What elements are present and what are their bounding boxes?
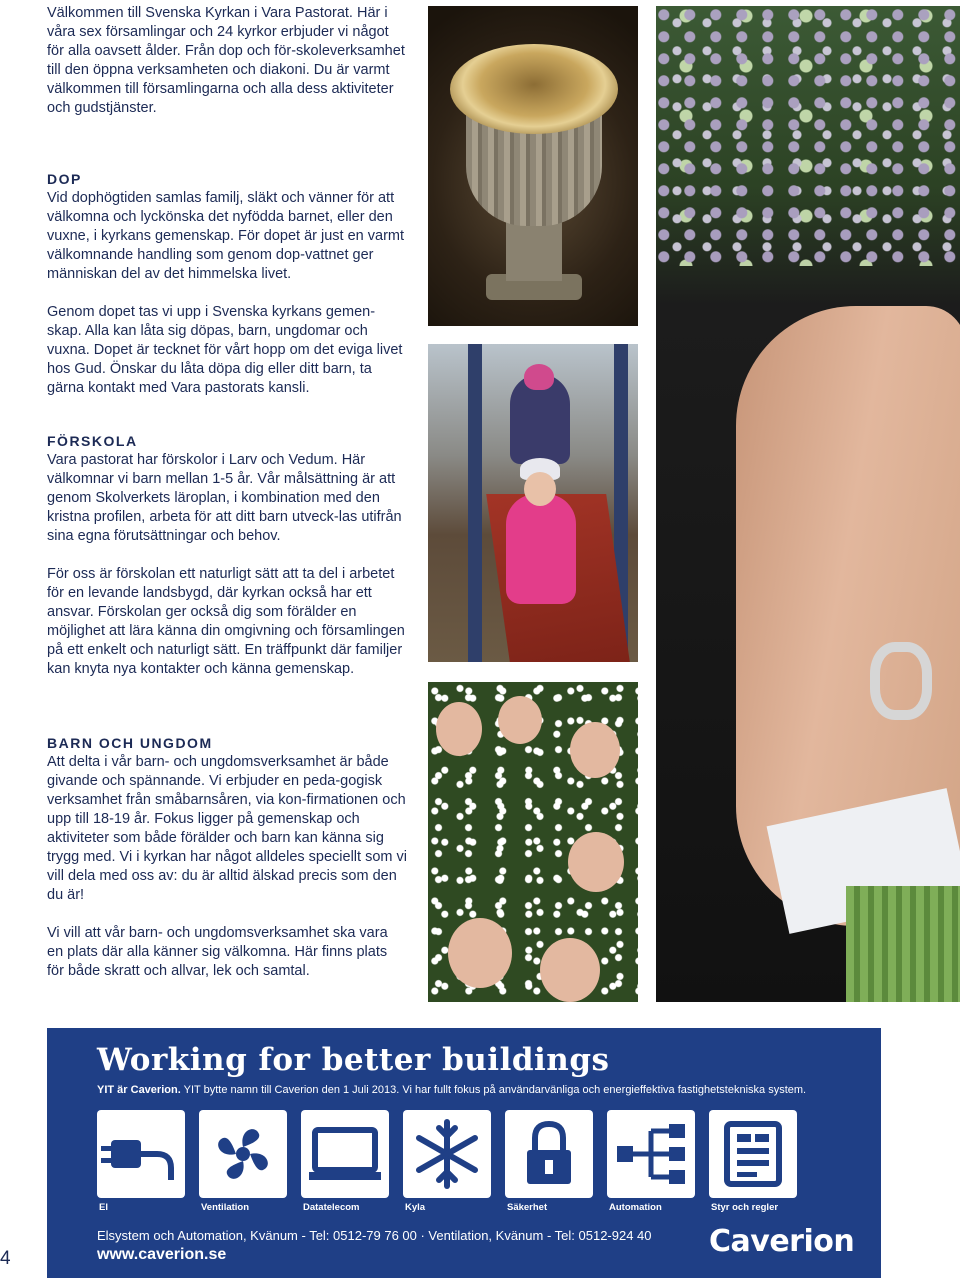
page-number: 4 <box>0 1248 11 1269</box>
section-dop <box>47 170 407 398</box>
plug-icon <box>97 1110 185 1213</box>
paragraph: Vid dophögtiden samlas familj, släkt och vänner för att välkomna och lyckönska det nyfödda barnet, eller den vuxne, i kyrkans gemenskap. För dopet är just en varmt välkomnande handling som genom dop-vattnet ger människan del av det himmelska livet. <box>47 190 405 282</box>
tile-label: Styr och regler <box>711 1202 779 1213</box>
ad-description-bold: YIT är Caverion. <box>97 1084 181 1096</box>
font-stem <box>506 221 562 281</box>
children-in-flowers-photo <box>428 682 638 1002</box>
section-barn-och-ungdom <box>47 734 407 981</box>
paragraph: Genom dopet tas vi upp i Svenska kyrkans gemen-skap. Alla kan låta sig döpas, barn, ungdomar och vuxna. Dopet är tecknet för vårt hopp om det eviga livet hos Gud. Önskar du låta döpa dig eller ditt barn, ta gärna kontakt med Vara pastorats kansli. <box>47 304 403 396</box>
intro-text-block <box>47 4 407 118</box>
caverion-advertisement <box>47 1028 881 1278</box>
hand-with-ring-and-bouquet-photo <box>656 6 960 1002</box>
child-figure <box>510 374 570 464</box>
service-tiles <box>97 1110 857 1218</box>
monitor-icon <box>301 1110 389 1213</box>
paragraph: Vara pastorat har förskolor i Larv och Vedum. Här välkomnar vi barn mellan 1-5 år. Vår målsättning är att genom Skolverkets läroplan, i kombination med den kristna profilen, arbeta för att ditt barn utveck-las utifrån sina egna förutsättningar och behov. <box>47 452 402 544</box>
paragraph: För oss är förskolan ett naturligt sätt att ta del i arbetet för en levande landsbygd, där kyrkan också har ett ansvar. Förskolan ger också dig som förälder en möjlighet att lära känna din omgivning och församlingen på ett enkelt och naturligt sätt. En träffpunkt där familjer kan knyta nya kontakter och känna gemenskap. <box>47 566 405 677</box>
snowflake-icon <box>403 1110 491 1213</box>
child-face <box>568 832 624 892</box>
slide-pole <box>468 344 482 662</box>
ad-description <box>97 1084 857 1096</box>
tile-label: Ventilation <box>201 1202 250 1213</box>
network-icon <box>607 1110 695 1213</box>
bouquet-flowers <box>656 6 960 266</box>
intro-paragraph: Välkommen till Svenska Kyrkan i Vara Pastorat. Här i våra sex församlingar och 24 kyrkor erbjuder vi något för alla oavsett ålder. Från dop och för-skoleverksamhet till den öppna verksamheten och diakoni. Du är varmt välkommen till församlingarna och alla dess aktiviteter och gudstjänster. <box>47 5 405 116</box>
control-panel-icon <box>709 1110 797 1213</box>
font-rim <box>450 44 618 134</box>
section-heading-forskola: FÖRSKOLA <box>47 433 138 449</box>
ad-website-link[interactable]: www.caverion.se <box>97 1246 227 1263</box>
section-forskola <box>47 432 407 679</box>
child-face <box>436 702 482 756</box>
ad-contact-info: Elsystem och Automation, Kvänum - Tel: 0512-79 76 00 · Ventilation, Kvänum - Tel: 0512-924 40 <box>97 1228 652 1243</box>
child-figure <box>506 494 576 604</box>
child-face <box>570 722 620 778</box>
child-face <box>524 472 556 506</box>
tile-label: Kyla <box>405 1202 426 1213</box>
tile-label: Automation <box>609 1202 662 1213</box>
ad-description-rest: YIT bytte namn till Caverion den 1 Juli 2013. Vi har fullt fokus på användarvänliga och energieffektiva fastighetstekniska system. <box>180 1084 807 1096</box>
baptismal-font-photo <box>428 6 638 326</box>
paragraph: Att delta i vår barn- och ungdomsverksamhet är både givande och spännande. Vi erbjuder en peda-gogisk verksamhet från småbarnsåren, via kon-firmationen och upp till 18-19 år. Fokus ligger på gemenskap och aktiviteter som både förälder och barn kan känna sig trygg med. Vi i kyrkan har något alldeles speciellt som vi vill dela med oss av: du är alltid älskad precis som den du är! <box>47 754 407 903</box>
tile-label: Säkerhet <box>507 1202 548 1213</box>
ad-title: Working for better buildings <box>97 1042 610 1078</box>
paragraph: Vi vill att vår barn- och ungdomsverksamhet ska vara en plats där alla känner sig välkomna. Här finns plats för både skratt och allvar, lek och samtal. <box>47 925 388 979</box>
fan-icon <box>199 1110 287 1213</box>
section-heading-dop: DOP <box>47 171 82 187</box>
wedding-ring <box>870 642 932 720</box>
section-heading-barn-och-ungdom: BARN OCH UNGDOM <box>47 735 213 751</box>
tile-label: Datatelecom <box>303 1202 360 1213</box>
tile-label: El <box>99 1202 108 1213</box>
flower-stems <box>846 886 960 1002</box>
caverion-logo: Caverion <box>709 1224 855 1259</box>
child-face <box>498 696 542 744</box>
lock-icon <box>505 1110 593 1213</box>
child-face <box>448 918 512 988</box>
child-face <box>540 938 600 1002</box>
child-hat <box>524 364 554 390</box>
children-on-slide-photo <box>428 344 638 662</box>
